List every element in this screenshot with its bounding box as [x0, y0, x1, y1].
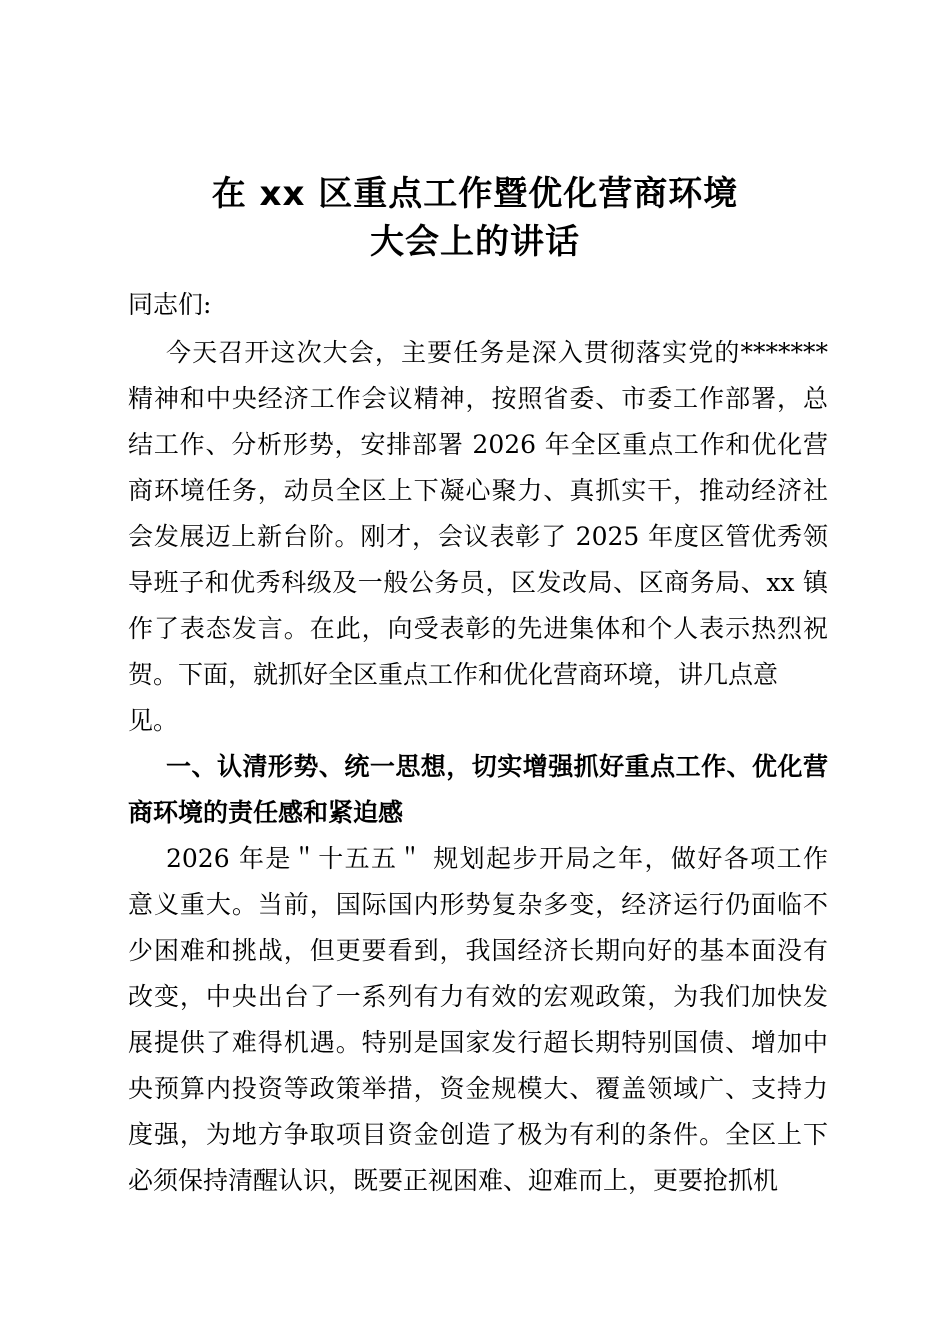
paragraph-1-line: 商环境任务，动员全区上下凝心聚力、真抓实干，推动经济社: [128, 476, 828, 505]
paragraph-1-line: 导班子和优秀科级及一般公务员，区发改局、区商务局、xx 镇: [128, 568, 828, 597]
paragraph-1-line: 结工作、分析形势，安排部署 2026 年全区重点工作和优化营: [128, 430, 828, 459]
paragraph-1-line: 见。: [128, 706, 179, 735]
salutation: 同志们:: [128, 290, 212, 319]
paragraph-1-line: 会发展迈上新台阶。刚才，会议表彰了 2025 年度区管优秀领: [128, 522, 828, 551]
document-title-line-2: 大会上的讲话: [370, 222, 580, 262]
paragraph-1-line: 今天召开这次大会，主要任务是深入贯彻落实党的*******: [166, 338, 828, 367]
paragraph-2-line: 少困难和挑战，但更要看到，我国经济长期向好的基本面没有: [128, 936, 828, 965]
document-title-line-1: 在 xx 区重点工作暨优化营商环境: [211, 174, 739, 214]
section-1-heading-line: 商环境的责任感和紧迫感: [128, 798, 404, 827]
paragraph-2-line: 2026 年是＂十五五＂ 规划起步开局之年，做好各项工作: [166, 844, 828, 873]
paragraph-2-line: 央预算内投资等政策举措，资金规模大、覆盖领域广、支持力: [128, 1074, 828, 1103]
paragraph-2-line: 改变，中央出台了一系列有力有效的宏观政策，为我们加快发: [128, 982, 828, 1011]
section-1-heading-line: 一、认清形势、统一思想，切实增强抓好重点工作、优化营: [166, 752, 828, 781]
paragraph-1-line: 贺。下面，就抓好全区重点工作和优化营商环境，讲几点意: [128, 660, 779, 689]
paragraph-2-line: 必须保持清醒认识，既要正视困难、迎难而上，更要抢抓机: [128, 1166, 779, 1195]
paragraph-1-line: 精神和中央经济工作会议精神，按照省委、市委工作部署，总: [128, 384, 828, 413]
paragraph-2-line: 度强，为地方争取项目资金创造了极为有利的条件。全区上下: [128, 1120, 828, 1149]
paragraph-1-line: 作了表态发言。在此，向受表彰的先进集体和个人表示热烈祝: [128, 614, 828, 643]
paragraph-2-line: 展提供了难得机遇。特别是国家发行超长期特别国债、增加中: [128, 1028, 828, 1057]
paragraph-2-line: 意义重大。当前，国际国内形势复杂多变，经济运行仍面临不: [128, 890, 828, 919]
